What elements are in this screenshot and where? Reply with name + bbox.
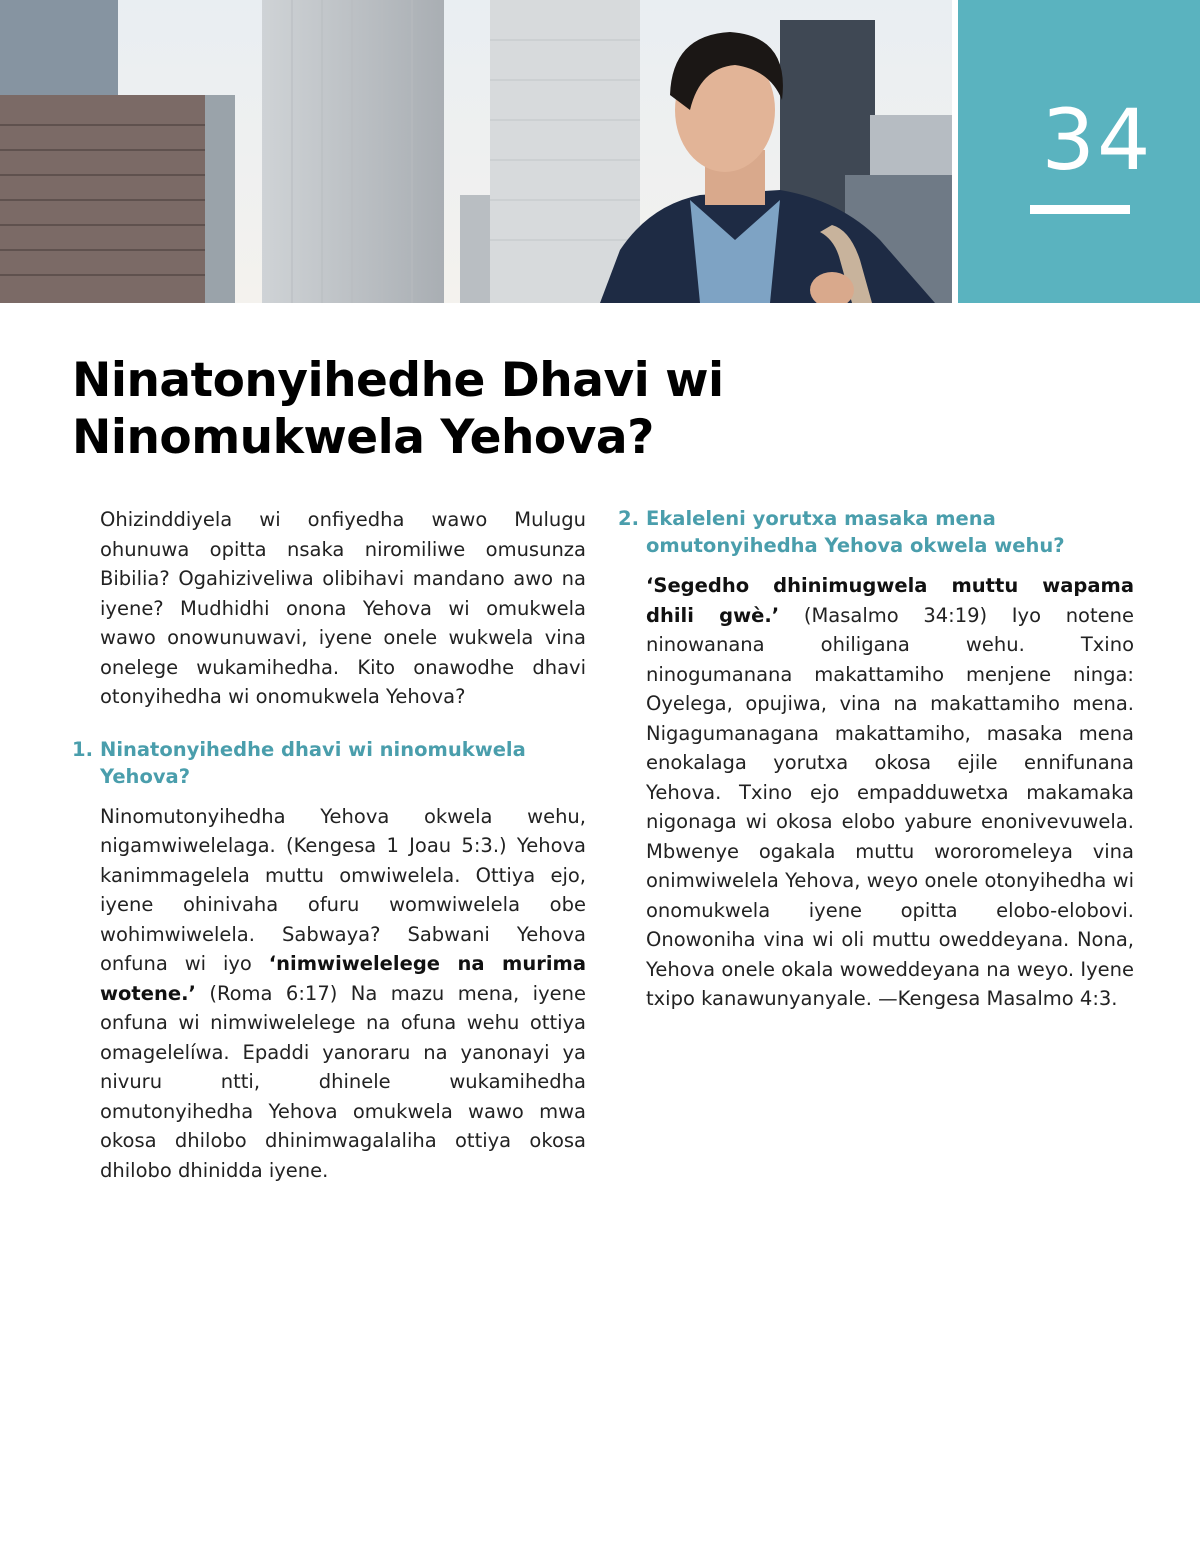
city-man-illustration bbox=[0, 0, 952, 303]
right-column bbox=[618, 505, 1134, 1014]
left-column bbox=[72, 505, 586, 1185]
header-photo bbox=[0, 0, 952, 303]
section-2-number: 2. bbox=[618, 507, 639, 530]
chapter-number: 34 bbox=[1041, 91, 1153, 189]
chapter-underline bbox=[1030, 205, 1130, 214]
section-2-quote: ‘Segedho dhinimugwela muttu wapama dhili gwè.’ bbox=[646, 574, 1134, 627]
section-2-heading-text: Ekaleleni yorutxa masaka mena omutonyihedha Yehova okwela wehu? bbox=[646, 507, 1065, 557]
page-title-line1: Ninatonyihedhe Dhavi wi bbox=[72, 353, 724, 408]
section-1-body bbox=[100, 802, 586, 1186]
intro-paragraph: Ohizinddiyela wi onfiyedha wawo Mulugu ohunuwa opitta nsaka niromiliwe omusunza Bibilia? Ogahiziveliwa olibihavi mandano awo na iyene? Mudhidhi onona Yehova wi omukwela wawo onowunuwavi, iyene onele wukwela vina onelege wukamihedha. Kito onawodhe dhavi otonyihedha wi onomukwela Yehova? bbox=[100, 508, 586, 708]
section-1-number: 1. bbox=[72, 737, 93, 761]
section-2-text-b: (Masalmo 34:19) Iyo notene ninowanana ohiligana wehu. Txino ninogumanana makattamiho menjene ninga: Oyelega, opujiwa, vina na makattamiho mena. Nigagumanagana makattamiho, masaka mena enokalaga yorutxa okosa ejile ennifunana Yehova. Txino ejo empadduwetxa makamaka nigonaga wi okosa elobo yabure enonivevuwela. Mbwenye ogakala muttu wororomeleya vina onimwiwelela Yehova, weyo onele otonyihedha wi onomukwela iyene opitta elobo-elobovi. Onowoniha vina wi oli muttu oweddeyana. Nona, Yehova onele okala woweddeyana na weyo. Iyene txipo kanawunyanyale. —Kengesa Masalmo 4:3. bbox=[646, 603, 1134, 1010]
section-1-heading bbox=[72, 736, 586, 790]
section-1-quote: ‘nimwiwelelege na murima wotene.’ bbox=[100, 952, 586, 1005]
page-title-line2: Ninomukwela Yehova? bbox=[72, 410, 654, 465]
section-2-body bbox=[646, 571, 1134, 1014]
page-title bbox=[72, 352, 772, 466]
chapter-badge bbox=[958, 0, 1200, 303]
section-2-heading bbox=[618, 505, 1134, 559]
section-1-heading-text: Ninatonyihedhe dhavi wi ninomukwela Yehova? bbox=[100, 737, 526, 788]
section-1-text-a: Ninomutonyihedha Yehova okwela wehu, nigamwiwelelaga. (Kengesa 1 Joau 5:3.) Yehova kanimmagelela muttu omwiwelela. Ottiya ejo, iyene ohinivaha ofuru womwiwelela obe wohimwiwelela. Sabwaya? Sabwani Yehova onfuna wi iyo bbox=[100, 804, 586, 975]
section-1-text-b: (Roma 6:17) Na mazu mena, iyene onfuna wi nimwiwelelege na ofuna wehu ottiya omagelelíwa. Epaddi yanoraru na yanonayi ya nivuru ntti, dhinele wukamihedha omutonyihedha Yehova omukwela wawo mwa okosa dhilobo dhinimwagalaliha ottiya okosa dhilobo dhinidda iyene. bbox=[100, 981, 586, 1182]
